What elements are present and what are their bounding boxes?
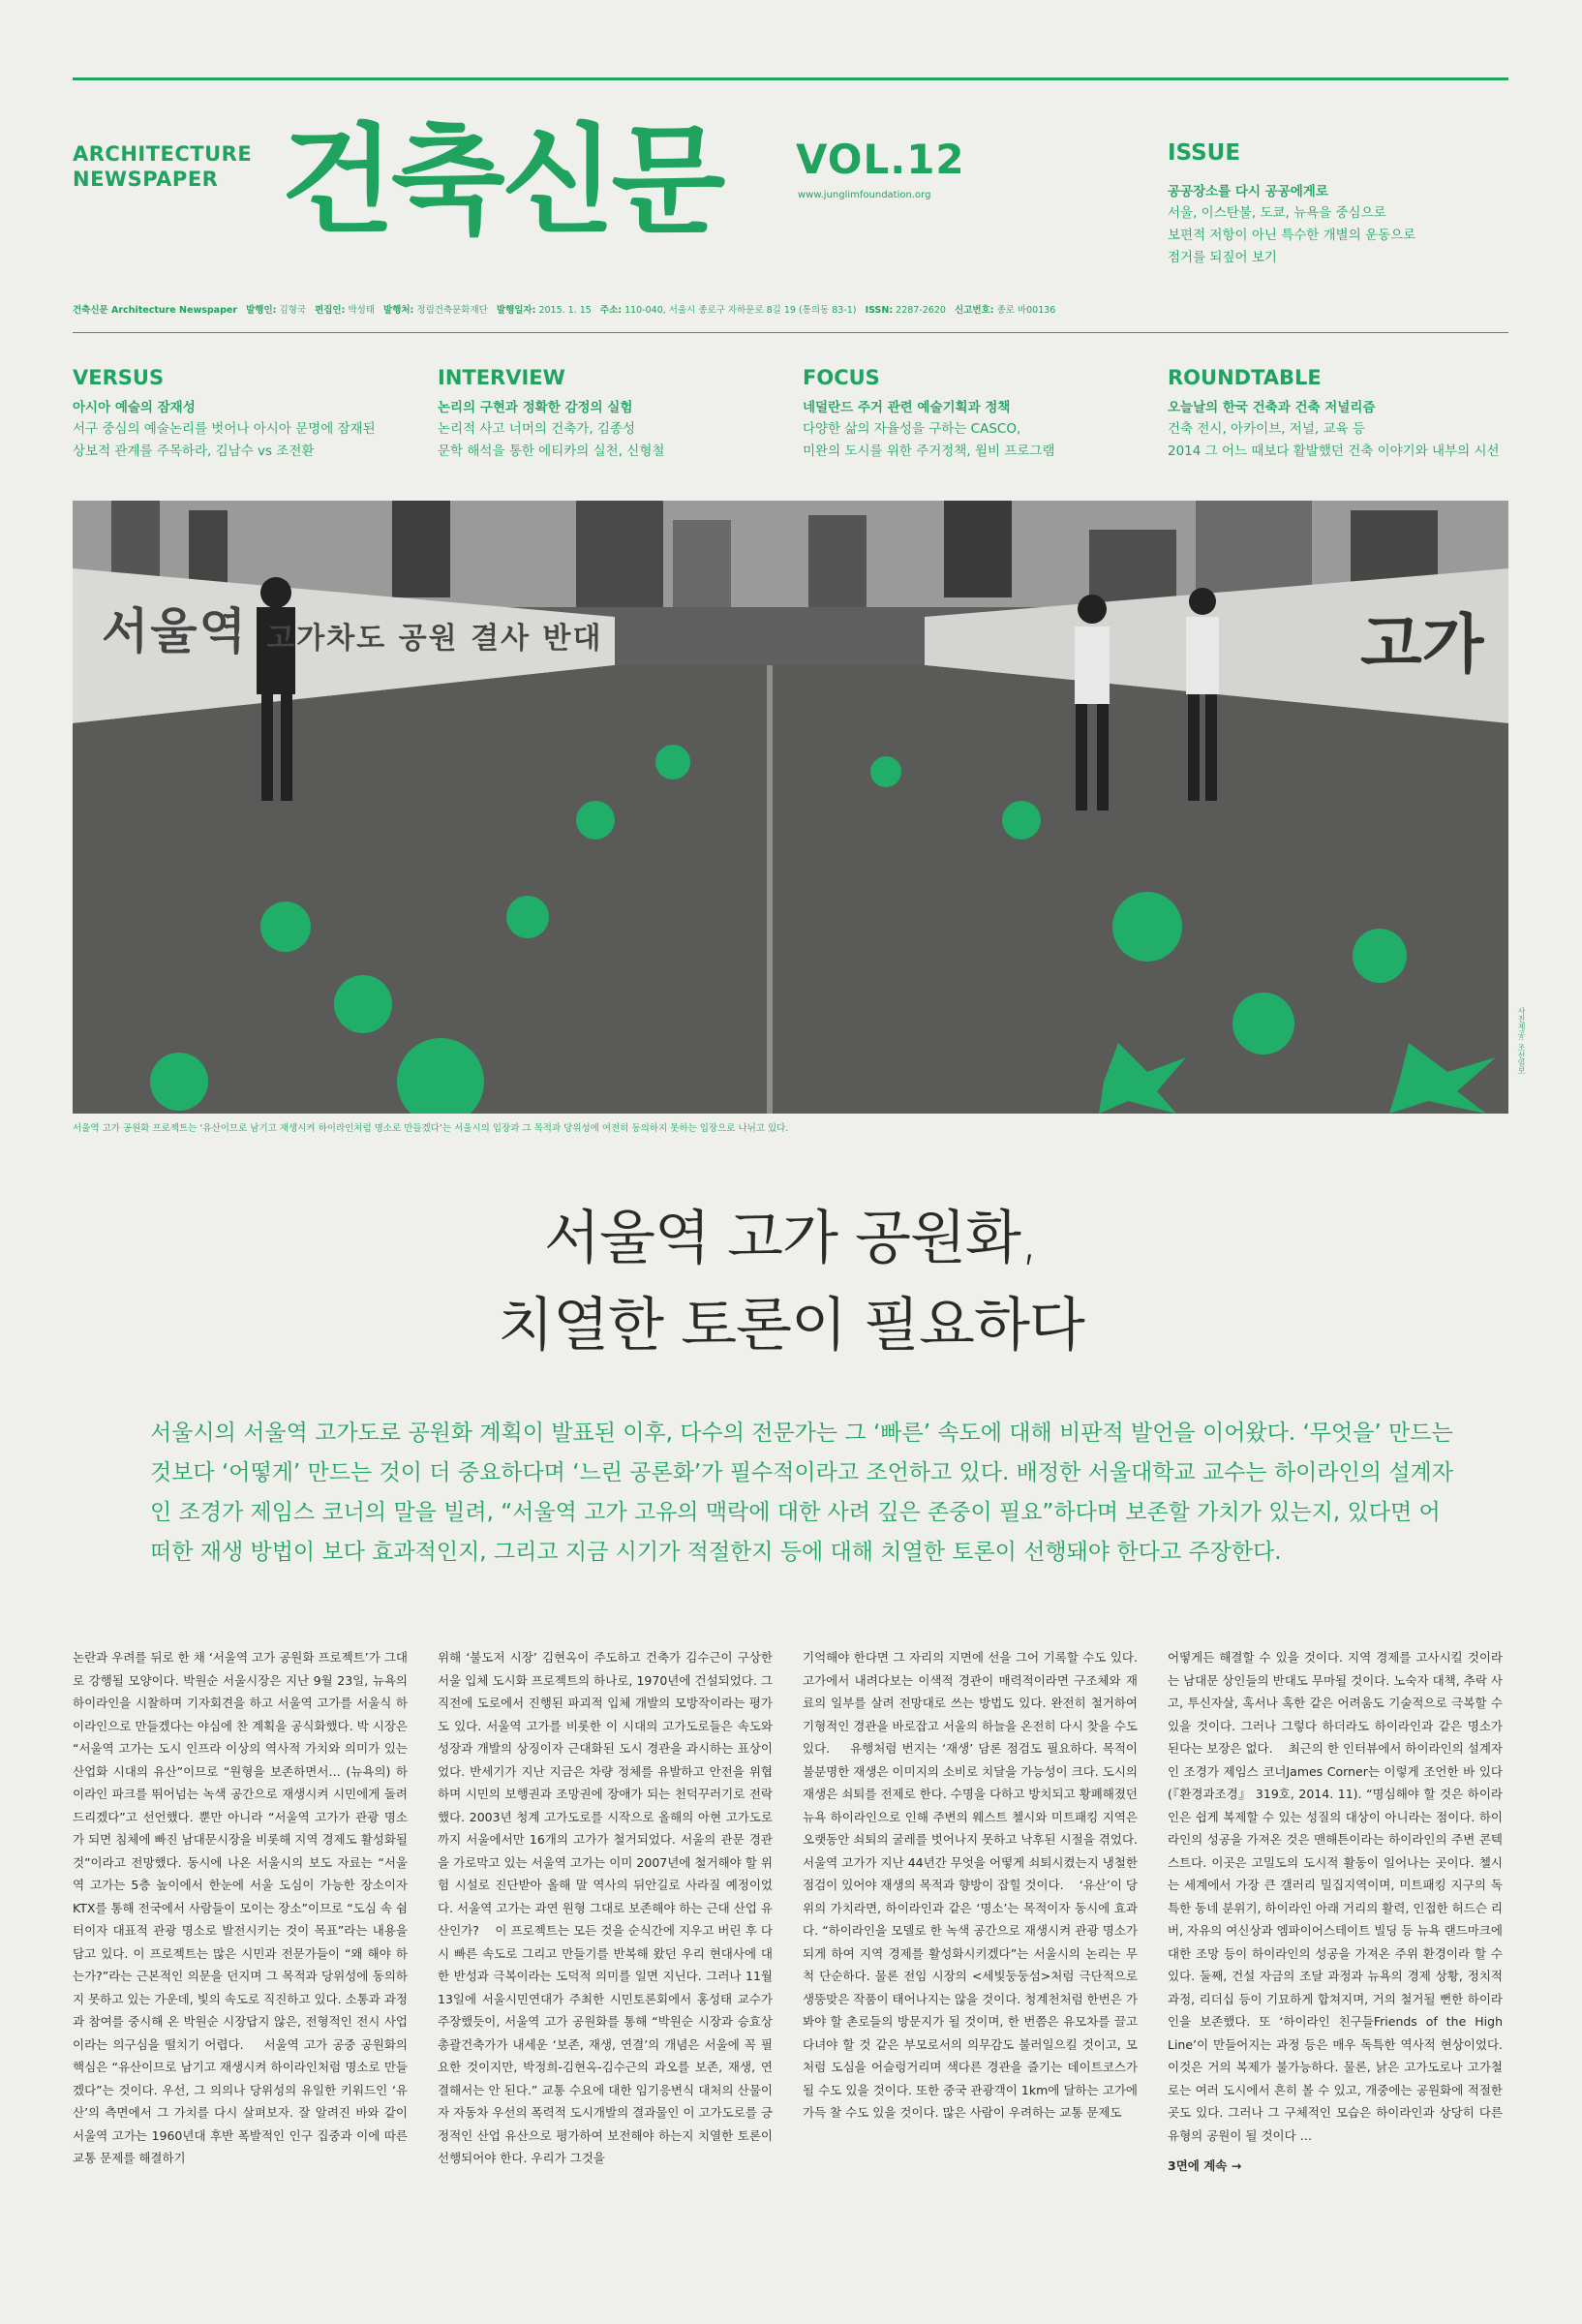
photo-credit: 사진제공: 조선일보 [1517, 1007, 1526, 1075]
masthead-title: 건축신문 [281, 112, 722, 250]
website-link[interactable]: www.junglimfoundation.org [798, 190, 931, 200]
section-title: 오늘날의 한국 건축과 건축 저널리즘 [1168, 400, 1376, 415]
photo-caption: 서울역 고가 공원화 프로젝트는 ‘유산이므로 남기고 재생시켜 하이라인처럼 명소로 만들겠다’는 서울시의 입장과 그 목적과 당위성에 여전히 동의하지 못하는 입장으로 나뉘고 있다. [73, 1123, 789, 1134]
issue-title: 공공장소를 다시 공공에게로 [1168, 184, 1328, 199]
section-title: 네덜란드 주거 관련 예술기획과 정책 [803, 400, 1011, 415]
banner-right-text: 고가 [1360, 607, 1484, 682]
body-column-4: 어떻게든 해결할 수 있을 것이다. 지역 경제를 고사시킬 것이라는 남대문 상인들의 반대도 무마될 것이다. 노숙자 대책, 추락 사고, 투신자살, 혹서나 혹한 같은 어려움도 기술적으로 극복할 수 있을 것이다. 그러나 그렇다 하더라도 하이라인과 같은 명소가 된다는 보장은 없다. 최근의 한 인터뷰에서 하이라인의 설계자인 조경가 제임스 코너James Corner는 이렇게 조언한 바 있다(『환경과조경』 319호, 2014. 11). “명심해야 할 것은 하이라인은 쉽게 복제할 수 있는 성질의 대상이 아니라는 점이다. 하이라인의 성공을 가져온 것은 맨해튼이라는 하이라인의 주변 콘텍스트다. 이곳은 고밀도의 도시적 활동이 일어나는 곳이다. 첼시는 세계에서 가장 큰 갤러리 밀집지역이며, 미트패킹 지구의 독특한 동네 분위기, 하이라인 아래 거리의 활력, 인접한 허드슨 리버, 자유의 여신상과 엠파이어스테이트 빌딩 등 뉴욕 랜드마크에 대한 조망 등이 하이라인의 성공을 가져온 주위 환경이라 할 수 있다. 둘째, 건설 자금의 조달 과정과 뉴욕의 경제 상황, 정치적 과정, 리더십 등이 기묘하게 합쳐지며, 거의 철거될 뻔한 하이라인을 보존했다. 또 ‘하이라인 친구들Friends of the High Line’이 만들어지는 과정 등은 매우 독특한 역사적 현상이었다. 이것은 거의 복제가 불가능하다. 물론, 낡은 고가도로나 고가철로는 여러 도시에서 흔히 볼 수 있고, 개중에는 공원화에 적절한 곳도 있다. 그러나 그 구체적인 모습은 하이라인과 상당히 다른 유형의 공원이 될 것이다 … [1168, 1650, 1503, 2143]
section-versus[interactable] [73, 366, 421, 463]
section-line: 상보적 관계를 주목하라, 김남수 vs 조전환 [73, 443, 315, 459]
section-line: 논리적 사고 너머의 건축가, 김종성 [438, 421, 636, 437]
section-label: FOCUS [803, 366, 880, 389]
section-label: INTERVIEW [438, 366, 565, 389]
body-column-1: 논란과 우려를 뒤로 한 채 ‘서울역 고가 공원화 프로젝트’가 그대로 강행될 모양이다. 박원순 서울시장은 지난 9월 23일, 뉴욕의 하이라인을 시찰하며 기자회견을 하고 서울역 고가를 서울식 하이라인으로 만들겠다는 야심에 찬 계획을 공식화했다. 박 시장은 “서울역 고가는 도시 인프라 이상의 역사적 가치와 의미가 있는 산업화 시대의 유산”이므로 “원형을 보존하면서… (뉴욕의) 하이라인 파크를 뛰어넘는 녹색 공간으로 재생시켜 시민에게 돌려드리겠다”고 선언했다. 뿐만 아니라 “서울역 고가가 관광 명소가 되면 침체에 빠진 남대문시장을 비롯해 지역 경제도 활성화될 것”이라고 전망했다. 동시에 나온 서울시의 보도 자료는 “서울역 고가는 5층 높이에서 한눈에 서울 도심이 가능한 장소이자 KTX를 통해 전국에서 사람들이 모이는 장소”이므로 “도심 속 쉼터이자 대표적 관광 명소로 발전시키는 것이 목표”라는 내용을 담고 있다. 이 프로젝트는 많은 시민과 전문가들이 “왜 해야 하는가?”라는 근본적인 의문을 던지며 그 목적과 당위성에 동의하지 못하고 있는 가운데, 빛의 속도로 직진하고 있다. 소통과 과정과 참여를 중시해 온 박원순 시장답지 않은, 전형적인 전시 사업이라는 의구심을 떨치기 어렵다. 서울역 고가 공중 공원화의 핵심은 “유산이므로 남기고 재생시켜 하이라인처럼 명소로 만들겠다”는 것이다. 우선, 그 의의나 당위성의 유일한 키워드인 ‘유산’의 측면에서 그 가치를 다시 살펴보자. 잘 알려진 바와 같이 서울역 고가는 1960년대 후반 폭발적인 인구 집중과 이에 따른 교통 문제를 해결하기 [73, 1650, 408, 2165]
lead-paragraph: 서울시의 서울역 고가도로 공원화 계획이 발표된 이후, 다수의 전문가는 그 ‘빠른’ 속도에 대해 비판적 발언을 이어왔다. ‘무엇을’ 만드는 것보다 ‘어떻게’ 만드는 것이 더 중요하다며 ‘느린 공론화’가 필수적이라고 조언하고 있다. 배정한 서울대학교 교수는 하이라인의 설계자인 조경가 제임스 코너의 말을 빌려, “서울역 고가 고유의 맥락에 대한 사려 깊은 존중이 필요”하다며 보존할 가치가 있는지, 있다면 어떠한 재생 방법이 보다 효과적인지, 그리고 지금 시기가 적절한지 등에 대해 치열한 토론이 선행돼야 한다고 주장한다. [150, 1421, 1453, 1565]
section-line: 다양한 삶의 자율성을 구하는 CASCO, [803, 421, 1021, 437]
hero-photo [73, 501, 1508, 1114]
issue-summary: 서울, 이스탄불, 도쿄, 뉴욕을 중심으로 보편적 저항이 아닌 특수한 개별의 운동으로 점거를 되짚어 보기 [1168, 205, 1416, 265]
section-label: VERSUS [73, 366, 165, 389]
section-focus[interactable] [803, 366, 1151, 463]
section-label: ROUNDTABLE [1168, 366, 1322, 389]
continued-link[interactable]: 3면에 계속 → [1168, 2158, 1242, 2173]
section-interview[interactable] [438, 366, 786, 463]
section-line: 미완의 도시를 위한 주거정책, 윌비 프로그램 [803, 443, 1055, 459]
masthead-english: ARCHITECTURE NEWSPAPER [73, 142, 253, 191]
section-line: 2014 그 어느 때보다 활발했던 건축 이야기와 내부의 시선 [1168, 443, 1500, 459]
imprint-line: 건축신문 Architecture Newspaper 발행인: 김형국 편집인: 박성태 발행처: 정림건축문화재단 발행일자: 2015. 1. 15 주소: 110-040, 서울시 종로구 자하문로 8길 19 (통의동 83-1) ISSN: 2287-2620 신고번호: 종로 바00136 [73, 305, 1056, 316]
main-headline: 서울역 고가 공원화, 치열한 토론이 필요하다 [498, 1205, 1084, 1360]
issue-label: ISSUE [1168, 140, 1241, 166]
section-line: 건축 전시, 아카이브, 저널, 교육 등 [1168, 421, 1365, 437]
top-rule [73, 77, 1508, 80]
banner-left-text: 서울역 고가차도 공원 결사 반대 [102, 603, 603, 659]
section-line: 서구 중심의 예술논리를 벗어나 아시아 문명에 잠재된 [73, 421, 376, 437]
body-column-2: 위해 ‘불도저 시장’ 김현옥이 주도하고 건축가 김수근이 구상한 서울 입체 도시화 프로젝트의 하나로, 1970년에 건설되었다. 그 직전에 도로에서 진행된 파괴적 입체 개발의 모방작이라는 평가도 있다. 서울역 고가를 비롯한 이 시대의 고가도로들은 속도와 성장과 개발의 상징이자 근대화된 도시 경관을 과시하는 표상이었다. 반세기가 지난 지금은 차량 정체를 유발하고 안전을 위협하며 시민의 보행권과 조망권에 장애가 되는 천덕꾸러기로 전락했다. 2003년 청계 고가도로를 시작으로 올해의 아현 고가도로까지 서울에서만 16개의 고가가 철거되었다. 서울의 관문 경관을 가로막고 있는 서울역 고가는 이미 2007년에 철거해야 할 위험 시설로 진단받아 올해 말 역사의 뒤안길로 사라질 예정이었다. 서울역 고가는 과연 원형 그대로 보존해야 하는 근대 산업 유산인가? 이 프로젝트는 모든 것을 순식간에 지우고 버린 후 다시 빠른 속도로 그리고 만들기를 반복해 왔던 우리 현대사에 대한 반성과 극복이라는 도덕적 의미를 일면 지닌다. 그러나 11월 13일에 서울시민연대가 주최한 시민토론회에서 홍성태 교수가 주장했듯이, 서울역 고가 공원화를 통해 “박원순 시장과 승효상 총괄건축가가 내세운 ‘보존, 재생, 연결’의 개념은 서울에 꼭 필요한 것이지만, 박정희-김현옥-김수근의 과오를 보존, 재생, 연결해서는 안 된다.” 교통 수요에 대한 임기응변식 대처의 산물이자 자동차 우선의 폭력적 도시개발의 결과물인 이 고가도로를 긍정적인 산업 유산으로 평가하여 보전해야 하는지 치열한 토론이 선행되어야 한다. 우리가 그것을 [438, 1650, 773, 2165]
section-roundtable[interactable] [1168, 366, 1516, 463]
section-title: 논리의 구현과 정확한 감정의 실험 [438, 400, 633, 415]
volume-number: VOL.12 [796, 136, 965, 183]
body-column-4-wrap [1168, 1646, 1503, 2174]
body-column-3: 기억해야 한다면 그 자리의 지면에 선을 그어 기록할 수도 있다. 고가에서 내려다보는 이색적 경관이 매력적이라면 구조체와 재료의 일부를 살려 전망대로 쓰는 방법도 있다. 완전히 철거하여 기형적인 경관을 바로잡고 서울의 하늘을 온전히 다시 찾을 수도 있다. 유행처럼 번지는 ‘재생’ 담론 점검도 필요하다. 목적이 불분명한 재생은 이미지의 소비로 치달을 가능성이 크다. 도시의 재생은 쇠퇴를 전제로 한다. 수명을 다하고 방치되고 황폐해졌던 뉴욕 하이라인으로 인해 주변의 웨스트 첼시와 미트패킹 지역은 오랫동안 쇠퇴의 굴레를 벗어나지 못하고 낙후된 시절을 겪었다. 서울역 고가가 지난 44년간 무엇을 어떻게 쇠퇴시켰는지 냉철한 점검이 있어야 재생의 목적과 향방이 잡힐 것이다. ‘유산’이 당위의 가치라면, 하이라인과 같은 ‘명소’는 목적이자 동시에 효과다. “하이라인을 모델로 한 녹색 공간으로 재생시켜 관광 명소가 되게 하여 지역 경제를 활성화시키겠다”는 서울시의 논리는 무척 단순하다. 물론 전임 시장의 <세빛둥둥섬>처럼 극단적으로 생뚱맞은 작품이 태어나지는 않을 것이다. 청계천처럼 한번은 가봐야 할 촌로들의 방문지가 될 것이며, 한 번쯤은 유모차를 끌고 다녀야 할 것 같은 부모로서의 의무감도 불러일으킬 것이고, 모처럼 도심을 어슬렁거리며 색다른 경관을 즐기는 데이트코스가 될 수도 있을 것이다. 또한 중국 관광객이 1km에 달하는 고가에 가득 찰 수도 있을 것이다. 많은 사람이 우려하는 교통 문제도 [803, 1650, 1138, 2120]
section-title: 아시아 예술의 잠재성 [73, 400, 196, 415]
imprint-rule [73, 332, 1508, 333]
section-line: 문학 해석을 통한 에티카의 실천, 신형철 [438, 443, 665, 459]
